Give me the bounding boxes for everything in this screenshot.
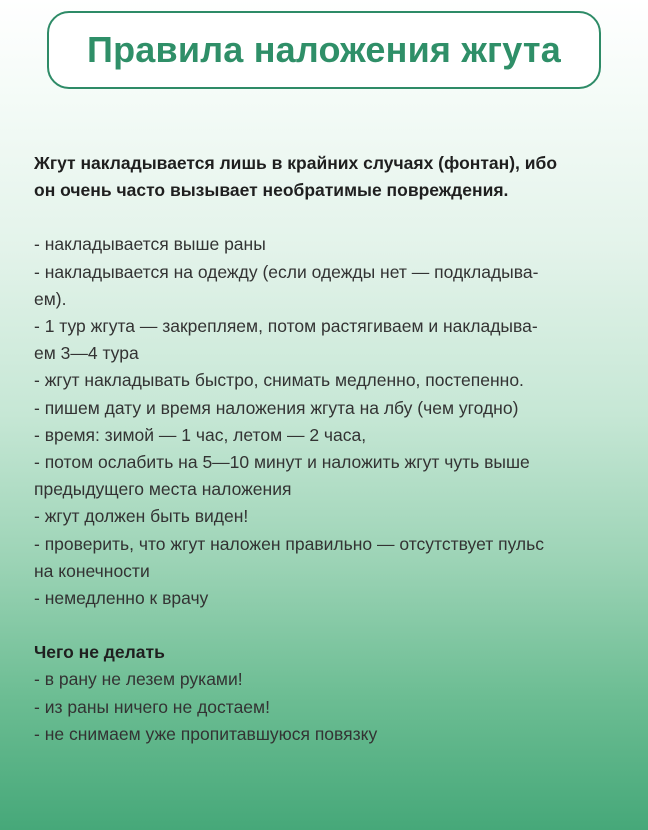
rule-line: - потом ослабить на 5—10 минут и наложить жгут чуть выше [34,452,530,473]
dont-list [34,666,619,748]
title-box [47,11,601,89]
rule-line: - проверить, что жгут наложен правильно — отсутствует пульс [34,533,545,554]
rule-line: - 1 тур жгута — закрепляем, потом растягиваем и накладыва- [34,316,538,337]
rule-line: на конечности [34,560,150,581]
dont-heading: Чего не делать [34,642,165,663]
rule-line: - жгут накладывать быстро, снимать медленно, постепенно. [34,370,524,391]
page-title: Правила наложения жгута [87,29,561,70]
rule-line: предыдущего места наложения [34,479,292,500]
content-area [34,150,619,748]
rule-line: - пишем дату и время наложения жгута на лбу (чем угодно) [34,397,519,418]
intro-line: он очень часто вызывает необратимые повреждения. [34,180,509,201]
rule-line: - немедленно к врачу [34,588,209,609]
dont-line: - из раны ничего не достаем! [34,696,270,717]
rule-line: ем 3—4 тура [34,343,139,364]
rule-line: - накладывается выше раны [34,234,266,255]
dont-line: - в рану не лезем руками! [34,669,243,690]
rule-line: - накладывается на одежду (если одежды нет — подкладыва- [34,261,539,282]
rule-line: - жгут должен быть виден! [34,506,249,527]
dont-line: - не снимаем уже пропитавшуюся повязку [34,723,378,744]
intro-line: Жгут накладывается лишь в крайних случаях (фонтан), ибо [34,153,558,173]
rule-line: ем). [34,288,67,309]
intro-paragraph [34,150,619,204]
rules-list [34,231,619,612]
rule-line: - время: зимой — 1 час, летом — 2 часа, [34,424,367,445]
